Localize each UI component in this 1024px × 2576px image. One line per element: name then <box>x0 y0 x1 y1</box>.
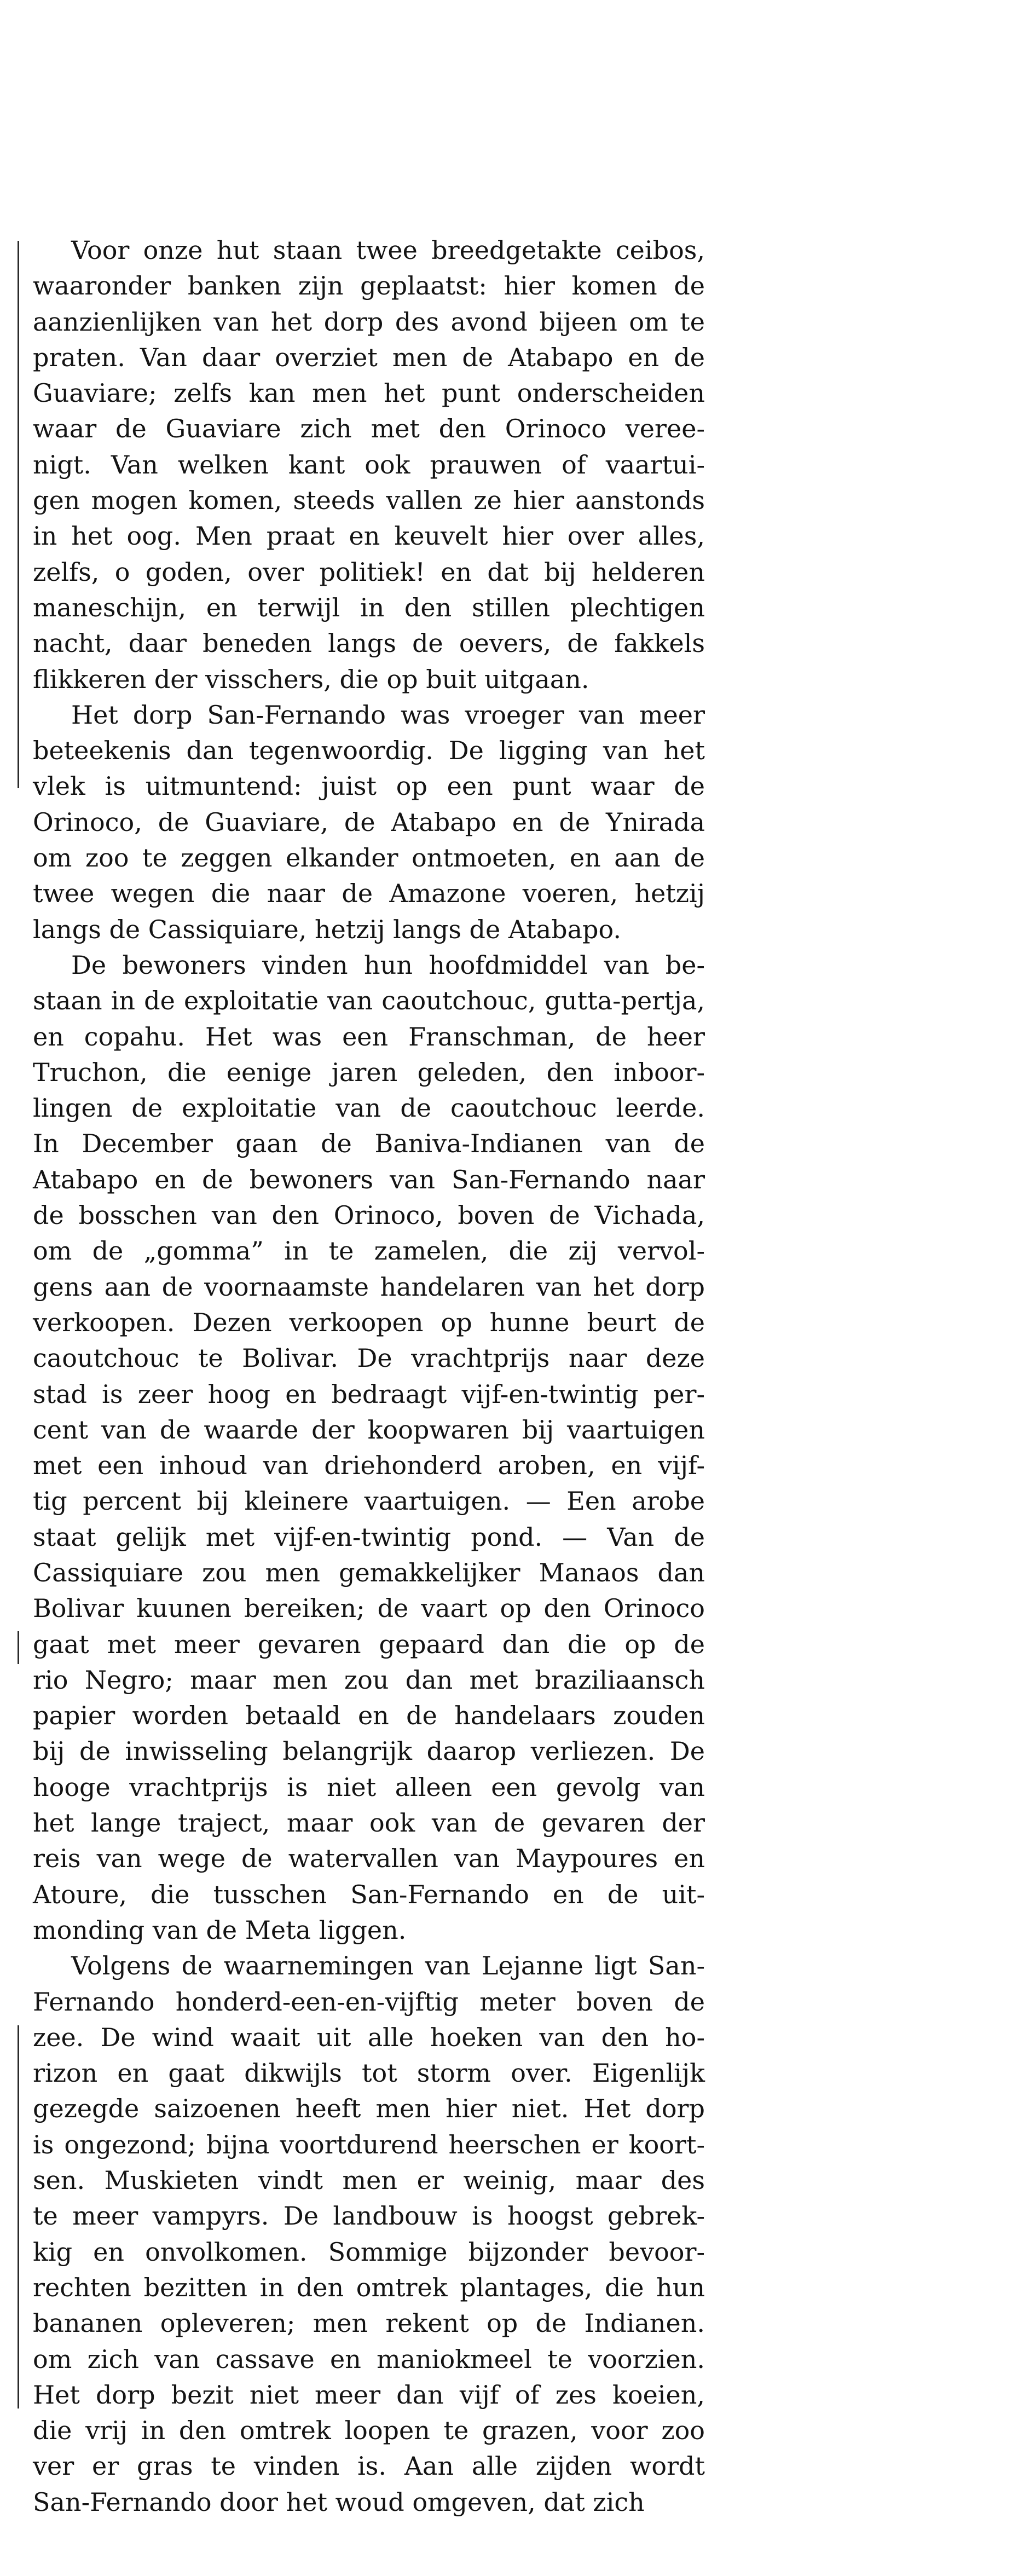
text-line: Volgens de waarnemingen van Lejanne ligt San- <box>71 1951 705 1981</box>
text-line: waar de Guaviare zich met den Orinoco veree- <box>33 414 705 444</box>
text-line: stad is zeer hoog en bedraagt vijf-en-twintig per- <box>33 1379 705 1409</box>
text-line: Guaviare; zelfs kan men het punt onderscheiden <box>33 378 705 408</box>
text-line: Orinoco, de Guaviare, de Atabapo en de Ynirada <box>33 807 705 837</box>
text-line: langs de Cassiquiare, hetzij langs de Atabapo. <box>33 914 621 944</box>
text-line: bij de inwisseling belangrijk daarop verliezen. De <box>33 1736 705 1766</box>
text-line: kig en onvolkomen. Sommige bijzonder bevoor- <box>33 2237 705 2267</box>
text-line: hooge vrachtprijs is niet alleen een gevolg van <box>33 1772 705 1802</box>
text-line: Fernando honderd-een-en-vijftig meter boven de <box>33 1986 705 2017</box>
text-line: staat gelijk met vijf-en-twintig pond. — Van de <box>33 1522 705 1552</box>
text-line: lingen de exploitatie van de caoutchouc leerde. <box>33 1093 705 1123</box>
text-line: bananen opleveren; men rekent op de Indianen. <box>33 2308 705 2338</box>
text-line: Voor onze hut staan twee breedgetakte ceibos, <box>71 235 705 265</box>
text-line: maneschijn, en terwijl in den stillen plechtigen <box>33 592 705 622</box>
paragraph <box>33 697 705 948</box>
text-line: rechten bezitten in den omtrek plantages, die hun <box>33 2272 705 2302</box>
body-text <box>33 233 705 2520</box>
text-line: San-Fernando door het woud omgeven, dat zich <box>33 2487 645 2517</box>
text-line: staan in de exploitatie van caoutchouc, gutta-pertja, <box>33 986 705 1016</box>
text-line: rizon en gaat dikwijls tot storm over. Eigenlijk <box>33 2058 705 2088</box>
paragraph <box>33 948 705 1948</box>
text-line: met een inhoud van driehonderd aroben, en vijf- <box>33 1451 705 1481</box>
text-line: Atoure, die tusschen San-Fernando en de uit- <box>33 1879 705 1909</box>
text-line: beteekenis dan tegenwoordig. De ligging van het <box>33 736 705 766</box>
paragraph <box>33 233 705 697</box>
text-line: ver er gras te vinden is. Aan alle zijden wordt <box>33 2451 705 2481</box>
text-line: praten. Van daar overziet men de Atabapo en de <box>33 342 705 372</box>
text-line: De bewoners vinden hun hoofdmiddel van be- <box>71 950 705 980</box>
text-line: Bolivar kuunen bereiken; de vaart op den Orinoco <box>33 1593 705 1624</box>
text-line: rio Negro; maar men zou dan met braziliaansch <box>33 1665 705 1695</box>
text-line: gezegde saizoenen heeft men hier niet. Het dorp <box>33 2094 705 2124</box>
text-line: het lange traject, maar ook van de gevaren der <box>33 1808 705 1838</box>
text-line: gaat met meer gevaren gepaard dan die op de <box>33 1629 705 1659</box>
text-line: om de „gomma” in te zamelen, die zij vervol- <box>33 1236 705 1266</box>
text-line: te meer vampyrs. De landbouw is hoogst gebrek- <box>33 2201 705 2231</box>
text-line: gen mogen komen, steeds vallen ze hier aanstonds <box>33 486 705 516</box>
text-line: reis van wege de watervallen van Maypoures en <box>33 1844 705 1874</box>
text-line: vlek is uitmuntend: juist op een punt waar de <box>33 771 705 801</box>
text-line: aanzienlijken van het dorp des avond bijeen om te <box>33 307 705 337</box>
text-line: is ongezond; bijna voortdurend heerschen er koort- <box>33 2129 705 2159</box>
text-line: tig percent bij kleinere vaartuigen. — Een arobe <box>33 1486 705 1516</box>
text-line: papier worden betaald en de handelaars zouden <box>33 1701 705 1731</box>
text-line: die vrij in den omtrek loopen te grazen, voor zoo <box>33 2416 705 2446</box>
margin-rule-bottom <box>18 2025 19 2408</box>
text-line: verkoopen. Dezen verkoopen op hunne beurt de <box>33 1307 705 1337</box>
text-line: flikkeren der visschers, die op buit uitgaan. <box>33 664 589 694</box>
text-line: In December gaan de Baniva-Indianen van de <box>33 1129 705 1159</box>
margin-rule-top <box>18 241 19 788</box>
text-line: in het oog. Men praat en keuvelt hier over alles, <box>33 521 705 551</box>
text-line: nigt. Van welken kant ook prauwen of vaartui- <box>33 449 705 480</box>
text-line: om zich van cassave en maniokmeel te voorzien. <box>33 2344 705 2374</box>
text-line: gens aan de voornaamste handelaren van het dorp <box>33 1272 705 1302</box>
text-line: sen. Muskieten vindt men er weinig, maar des <box>33 2165 705 2196</box>
text-line: om zoo te zeggen elkander ontmoeten, en aan de <box>33 843 705 873</box>
text-line: caoutchouc te Bolivar. De vrachtprijs naar deze <box>33 1343 705 1373</box>
margin-rule-middle <box>18 1631 19 1664</box>
text-line: Het dorp San-Fernando was vroeger van meer <box>71 700 705 730</box>
text-line: Atabapo en de bewoners van San-Fernando naar <box>33 1164 705 1194</box>
text-line: zee. De wind waait uit alle hoeken van den ho- <box>33 2022 705 2052</box>
paragraph <box>33 1948 705 2520</box>
text-line: Truchon, die eenige jaren geleden, den inboor- <box>33 1057 705 1087</box>
text-line: nacht, daar beneden langs de oevers, de fakkels <box>33 628 705 659</box>
text-line: Cassiquiare zou men gemakkelijker Manaos dan <box>33 1557 705 1587</box>
text-line: zelfs, o goden, over politiek! en dat bij helderen <box>33 557 705 587</box>
text-line: twee wegen die naar de Amazone voeren, hetzij <box>33 879 705 909</box>
text-line: cent van de waarde der koopwaren bij vaartuigen <box>33 1414 705 1445</box>
text-line: monding van de Meta liggen. <box>33 1915 407 1945</box>
text-line: de bosschen van den Orinoco, boven de Vichada, <box>33 1200 705 1231</box>
text-line: en copahu. Het was een Franschman, de heer <box>33 1021 705 1052</box>
text-line: Het dorp bezit niet meer dan vijf of zes koeien, <box>33 2379 705 2410</box>
text-line: waaronder banken zijn geplaatst: hier komen de <box>33 271 705 301</box>
